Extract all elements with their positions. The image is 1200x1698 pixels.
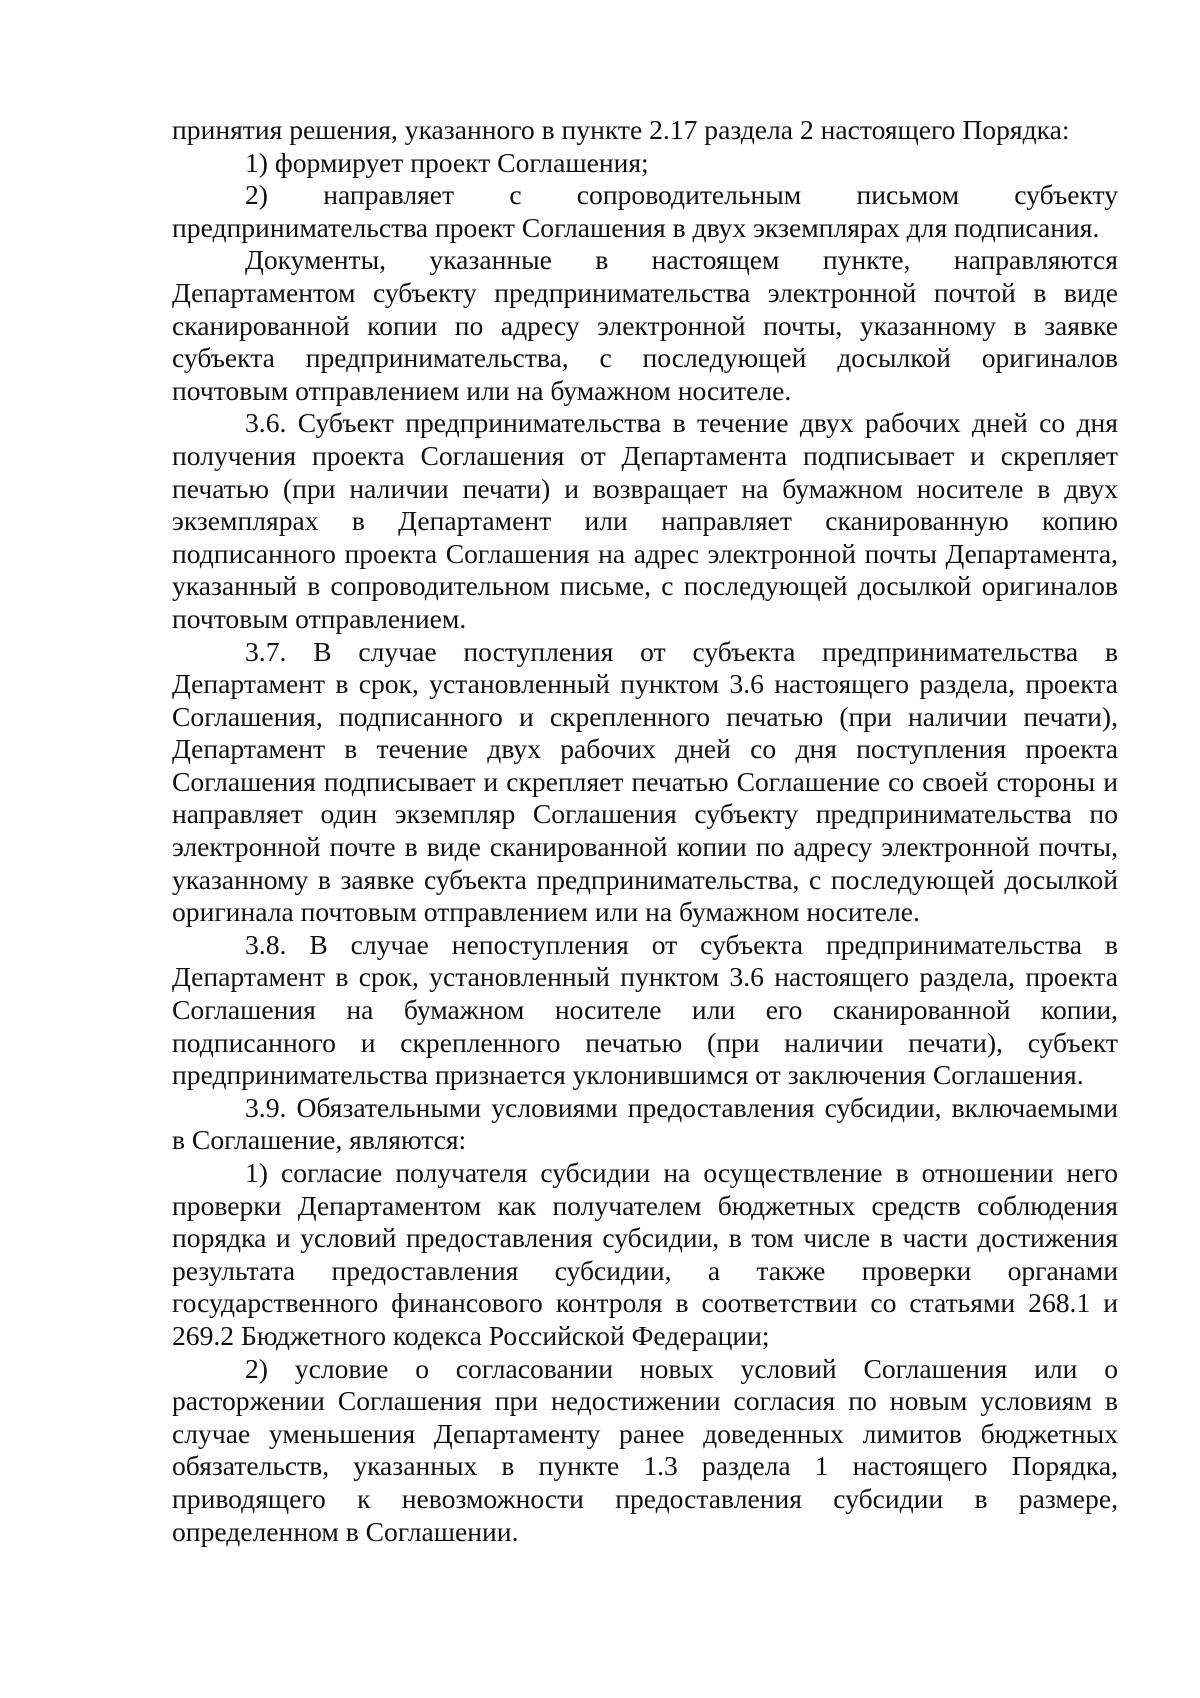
paragraph-item-2-send-project: 2) направляет с сопроводительным письмом субъекту предпринимательства проект Соглашения в двух экземплярах для подписания. (172, 179, 1118, 243)
paragraph-item-1-form-project: 1) формирует проект Соглашения; (245, 146, 649, 178)
paragraph-3-9-item-1: 1) согласие получателя субсидии на осуществление в отношении него проверки Департаментом как получателем бюджетных средств соблюдения порядка и условий предоставления субсидии, в том числе в части достижения результата предоставления субсидии, а также проверки органами государственного финансового контроля в соответствии со статьями 268.1 и 269.2 Бюджетного кодекса Российской Федерации; (172, 1157, 1118, 1351)
paragraph-continuation: принятия решения, указанного в пункте 2.17 раздела 2 настоящего Порядка: (172, 114, 1070, 145)
document-page (172, 114, 1118, 1548)
paragraph-documents: Документы, указанные в настоящем пункте, направляются Департаментом субъекту предпринимательства электронной почтой в виде сканированной копии по адресу электронной почты, указанному в заявке субъекта предпринимательства, с последующей досылкой оригиналов почтовым отправлением или на бумажном носителе. (172, 244, 1118, 406)
paragraph-3-7: 3.7. В случае поступления от субъекта предпринимательства в Департамент в срок, установленный пунктом 3.6 настоящего раздела, проекта Соглашения, подписанного и скрепленного печатью (при наличии печати), Департамент в течение двух рабочих дней со дня поступления проекта Соглашения подписывает и скрепляет печатью Соглашение со своей стороны и направляет один экземпляр Соглашения субъекту предпринимательства по электронной почте в виде сканированной копии по адресу электронной почты, указанному в заявке субъекта предпринимательства, с последующей досылкой оригинала почтовым отправлением или на бумажном носителе. (172, 635, 1118, 928)
paragraph-3-9-item-2: 2) условие о согласовании новых условий Соглашения или о расторжении Соглашения при недостижении согласия по новым условиям в случае уменьшения Департаменту ранее доведенных лимитов бюджетных обязательств, указанных в пункте 1.3 раздела 1 настоящего Порядка, приводящего к невозможности предоставления субсидии в размере, определенном в Соглашении. (172, 1352, 1118, 1547)
paragraph-3-8: 3.8. В случае непоступления от субъекта предпринимательства в Департамент в срок, установленный пунктом 3.6 настоящего раздела, проекта Соглашения на бумажном носителе или его сканированной копии, подписанного и скрепленного печатью (при наличии печати), субъект предпринимательства признается уклонившимся от заключения Соглашения. (172, 928, 1118, 1091)
paragraph-3-6: 3.6. Субъект предпринимательства в течение двух рабочих дней со дня получения проекта Соглашения от Департамента подписывает и скрепляет печатью (при наличии печати) и возвращает на бумажном носителе в двух экземплярах в Департамент или направляет сканированную копию подписанного проекта Соглашения на адрес электронной почты Департамента, указанный в сопроводительном письме, с последующей досылкой оригиналов почтовым отправлением. (172, 407, 1118, 634)
paragraph-3-9: 3.9. Обязательными условиями предоставления субсидии, включаемыми в Соглашение, являются: (172, 1091, 1118, 1156)
